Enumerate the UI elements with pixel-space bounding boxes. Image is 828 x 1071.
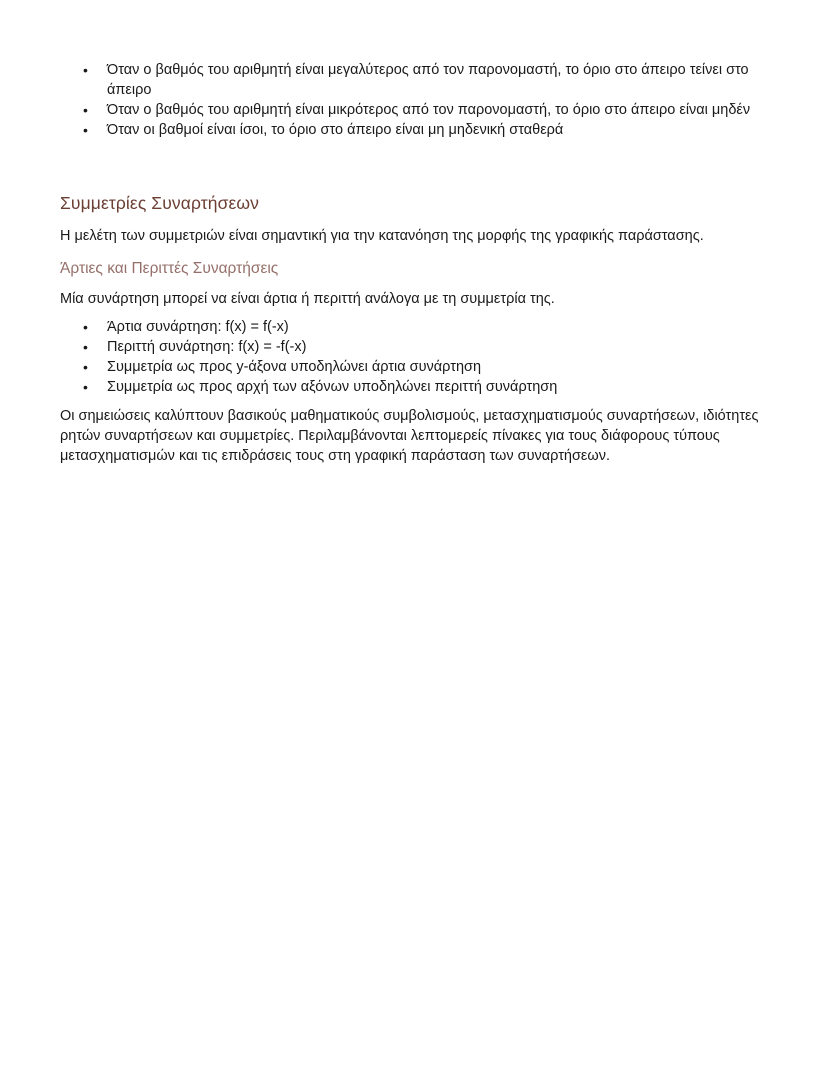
list-item-text: Συμμετρία ως προς y-άξονα υποδηλώνει άρτια συνάρτηση [107,359,482,375]
bullet-icon: • [83,339,88,355]
list-item [83,60,777,100]
section-heading: Συμμετρίες Συναρτήσεων [60,193,260,213]
list-item [83,357,777,377]
limits-bullet-list [83,60,777,140]
list-item-text: Συμμετρία ως προς αρχή των αξόνων υποδηλώνει περιττή συνάρτηση [107,379,558,395]
bullet-icon: • [83,379,88,395]
section-intro: Η μελέτη των συμμετριών είναι σημαντική για την κατανόηση της μορφής της γραφικής παράστασης. [60,228,704,244]
bullet-icon: • [83,102,88,118]
bullet-icon: • [83,122,88,138]
list-item [83,100,777,120]
bullet-icon: • [83,359,88,375]
bullet-icon: • [83,319,88,335]
list-item-text: Όταν ο βαθμός του αριθμητή είναι μεγαλύτερος από τον παρονομαστή, το όριο στο άπειρο τείνει στο άπειρο [107,62,749,98]
subsection-heading: Άρτιες και Περιττές Συναρτήσεις [60,260,279,277]
summary-paragraph: Οι σημειώσεις καλύπτουν βασικούς μαθηματικούς συμβολισμούς, μετασχηματισμούς συναρτήσεων, ιδιότητες ρητών συναρτήσεων και συμμετρίες. Περιλαμβάνονται λεπτομερείς πίνακες για τους διάφορους τύπους μετασχηματισμών και τις επιδράσεις τους στη γραφική παράσταση των συναρτήσεων. [60,408,759,464]
list-item-text: Όταν ο βαθμός του αριθμητή είναι μικρότερος από τον παρονομαστή, το όριο στο άπειρο είναι μηδέν [107,102,751,118]
bullet-icon: • [83,62,88,78]
list-item-text: Περιττή συνάρτηση: f(x) = -f(-x) [107,339,307,355]
list-item [83,317,777,337]
list-item [83,120,777,140]
list-item-text: Όταν οι βαθμοί είναι ίσοι, το όριο στο άπειρο είναι μη μηδενική σταθερά [107,122,564,138]
symmetry-bullet-list [83,317,777,397]
list-item [83,377,777,397]
subsection-intro: Μία συνάρτηση μπορεί να είναι άρτια ή περιττή ανάλογα με τη συμμετρία της. [60,291,555,307]
list-item-text: Άρτια συνάρτηση: f(x) = f(-x) [107,319,289,335]
list-item [83,337,777,357]
